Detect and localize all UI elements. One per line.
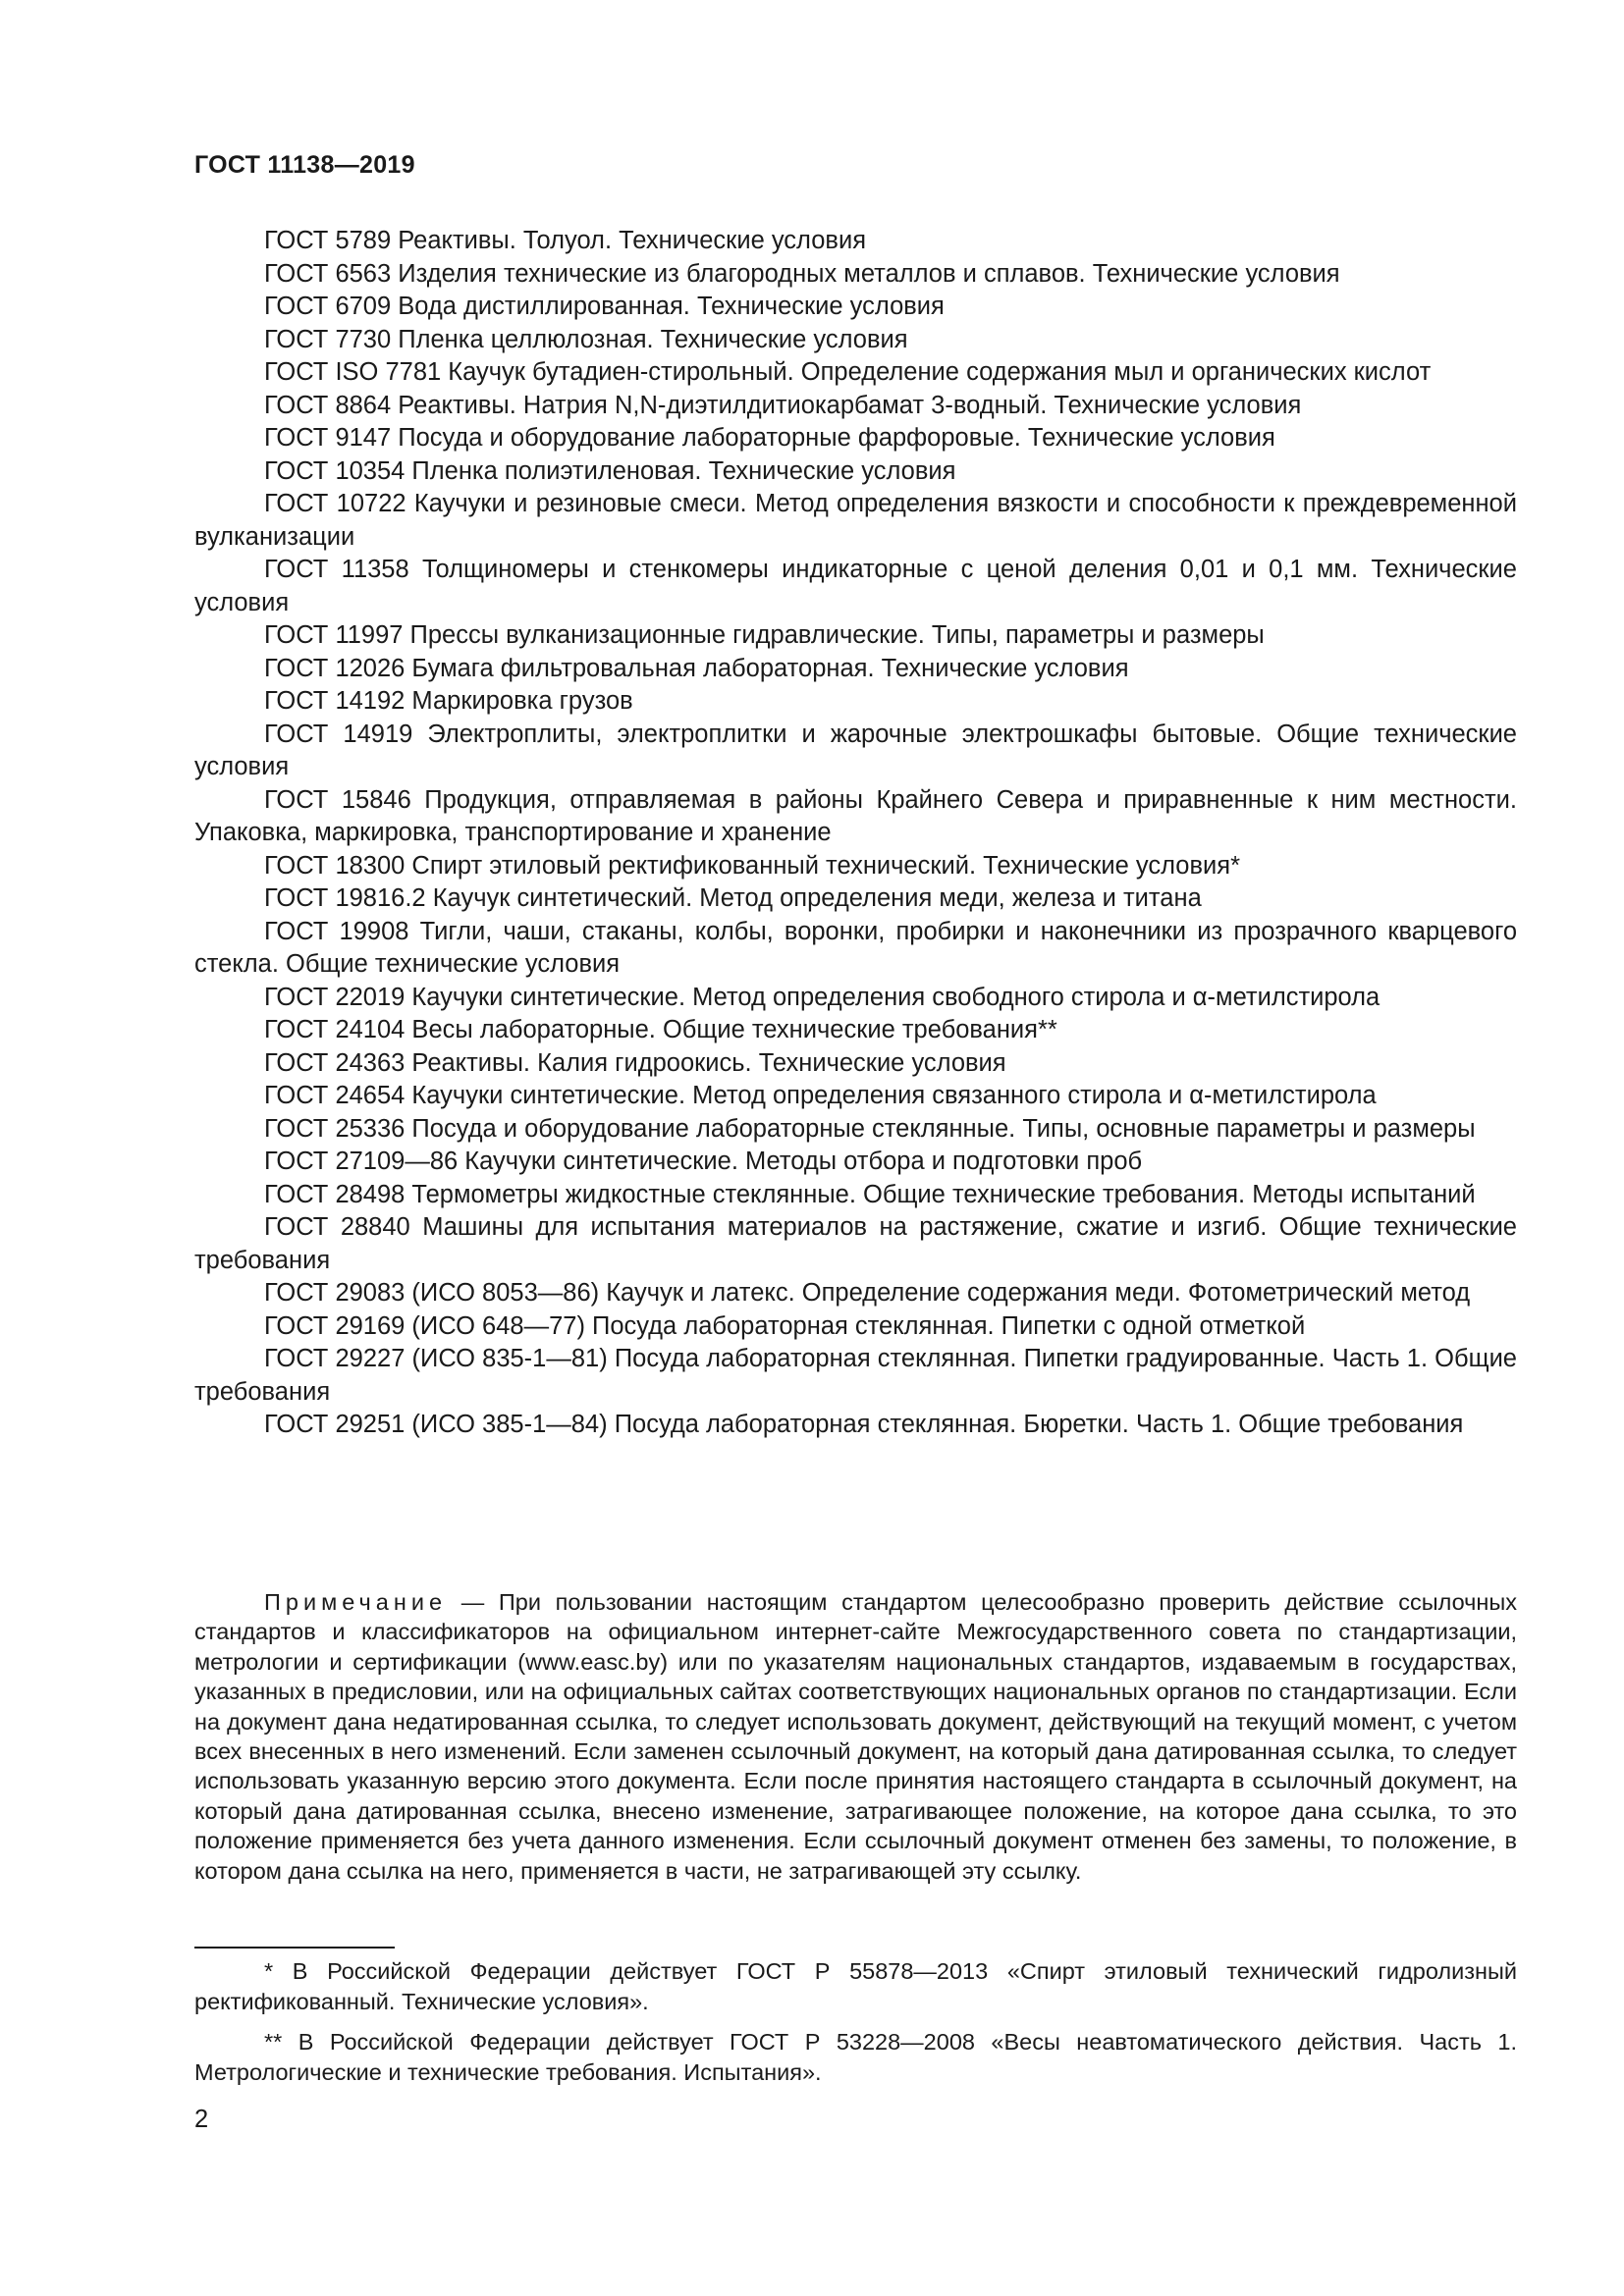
reference-item: ГОСТ 14919 Электроплиты, электроплитки и жарочные электрошкафы бытовые. Общие технические условия bbox=[194, 720, 1517, 780]
reference-item: ГОСТ 7730 Пленка целлюлозная. Технические условия bbox=[264, 325, 908, 353]
reference-item: ГОСТ 12026 Бумага фильтровальная лабораторная. Технические условия bbox=[264, 654, 1129, 682]
footnote-item: ** В Российской Федерации действует ГОСТ Р 53228—2008 «Весы неавтоматического действия. Часть 1. Метрологические и технические требования. Испытания». bbox=[194, 2029, 1517, 2085]
reference-item: ГОСТ 11358 Толщиномеры и стенкомеры индикаторные с ценой деления 0,01 и 0,1 мм. Технические условия bbox=[194, 556, 1517, 616]
reference-item: ГОСТ 24363 Реактивы. Калия гидроокись. Технические условия bbox=[264, 1048, 1006, 1077]
reference-item: ГОСТ 5789 Реактивы. Толуол. Технические условия bbox=[264, 227, 866, 254]
reference-item: ГОСТ 19816.2 Каучук синтетический. Метод определения меди, железа и титана bbox=[264, 884, 1202, 912]
reference-item: ГОСТ 29169 (ИСО 648—77) Посуда лабораторная стеклянная. Пипетки с одной отметкой bbox=[264, 1311, 1306, 1340]
reference-item: ГОСТ 27109—86 Каучуки синтетические. Методы отбора и подготовки проб bbox=[264, 1148, 1143, 1175]
reference-item: ГОСТ 6709 Вода дистиллированная. Технические условия bbox=[264, 293, 945, 320]
reference-item: ГОСТ 28498 Термометры жидкостные стеклянные. Общие технические требования. Методы испытаний bbox=[264, 1180, 1476, 1208]
reference-item: ГОСТ 15846 Продукция, отправляемая в районы Крайнего Севера и приравненные к ним местности. Упаковка, маркировка, транспортирование и хранение bbox=[194, 785, 1517, 846]
reference-item: ГОСТ 22019 Каучуки синтетические. Метод определения свободного стирола и α-метилстирола bbox=[264, 983, 1380, 1011]
reference-item: ГОСТ 29083 (ИСО 8053—86) Каучук и латекс. Определение содержания меди. Фотометрический метод bbox=[264, 1279, 1471, 1307]
reference-item: ГОСТ ISO 7781 Каучук бутадиен-стирольный. Определение содержания мыл и органических кислот bbox=[264, 358, 1432, 386]
footnote-separator bbox=[194, 1947, 395, 1949]
reference-item: ГОСТ 19908 Тигли, чаши, стаканы, колбы, воронки, пробирки и наконечники из прозрачного кварцевого стекла. Общие технические условия bbox=[194, 917, 1517, 978]
reference-item: ГОСТ 9147 Посуда и оборудование лабораторные фарфоровые. Технические условия bbox=[264, 424, 1275, 452]
reference-item: ГОСТ 14192 Маркировка грузов bbox=[264, 687, 633, 715]
reference-item: ГОСТ 24104 Весы лабораторные. Общие технические требования** bbox=[264, 1016, 1057, 1043]
reference-item: ГОСТ 6563 Изделия технические из благородных металлов и сплавов. Технические условия bbox=[264, 259, 1340, 288]
note-label: Примечание bbox=[264, 1589, 448, 1615]
reference-item: ГОСТ 11997 Прессы вулканизационные гидравлические. Типы, параметры и размеры bbox=[264, 621, 1265, 649]
reference-item: ГОСТ 25336 Посуда и оборудование лабораторные стеклянные. Типы, основные параметры и размеры bbox=[264, 1114, 1476, 1143]
reference-item: ГОСТ 28840 Машины для испытания материалов на растяжение, сжатие и изгиб. Общие технические требования bbox=[194, 1213, 1517, 1274]
reference-item: ГОСТ 8864 Реактивы. Натрия N,N-диэтилдитиокарбамат 3-водный. Технические условия bbox=[264, 391, 1302, 419]
reference-item: ГОСТ 18300 Спирт этиловый ректификованный технический. Технические условия* bbox=[264, 851, 1240, 880]
reference-item: ГОСТ 29251 (ИСО 385-1—84) Посуда лабораторная стеклянная. Бюретки. Часть 1. Общие требования bbox=[264, 1411, 1464, 1438]
normative-references-list bbox=[194, 225, 1517, 1442]
reference-item: ГОСТ 24654 Каучуки синтетические. Метод определения связанного стирола и α-метилстирола bbox=[264, 1082, 1377, 1109]
footnotes bbox=[194, 1956, 1517, 2098]
note-text: — При пользовании настоящим стандартом целесообразно проверить действие ссылочных стандартов и классификаторов на официальном интернет-сайте Межгосударственного совета по стандартизации, метрологии и сертификации (www.easc.by) или по указателям национальных стандартов, издаваемым в государствах, указанных в предисловии, или на официальных сайтах соответствующих национальных органов по стандартизации. Если на документ дана недатированная ссылка, то следует использовать документ, действующий на текущий момент, с учетом всех внесенных в него изменений. Если заменен ссылочный документ, на который дана датированная ссылка, то следует использовать указанную версию этого документа. Если после принятия настоящего стандарта в ссылочный документ, на который дана датированная ссылка, внесено изменение, затрагивающее положение, на которое дана ссылка, то это положение применяется без учета данного изменения. Если ссылочный документ отменен без замены, то положение, в котором дана ссылка на него, применяется в части, не затрагивающей эту ссылку. bbox=[194, 1589, 1517, 1884]
reference-item: ГОСТ 10722 Каучуки и резиновые смеси. Метод определения вязкости и способности к преждевременной вулканизации bbox=[194, 490, 1517, 551]
note-paragraph bbox=[194, 1587, 1517, 1886]
reference-item: ГОСТ 10354 Пленка полиэтиленовая. Технические условия bbox=[264, 456, 956, 485]
footnote-item: * В Российской Федерации действует ГОСТ Р 55878—2013 «Спирт этиловый технический гидролизный ректификованный. Технические условия». bbox=[194, 1958, 1517, 2014]
reference-item: ГОСТ 29227 (ИСО 835-1—81) Посуда лабораторная стеклянная. Пипетки градуированные. Часть 1. Общие требования bbox=[194, 1345, 1517, 1406]
page-number: 2 bbox=[194, 2106, 209, 2133]
document-header: ГОСТ 11138—2019 bbox=[194, 151, 415, 179]
